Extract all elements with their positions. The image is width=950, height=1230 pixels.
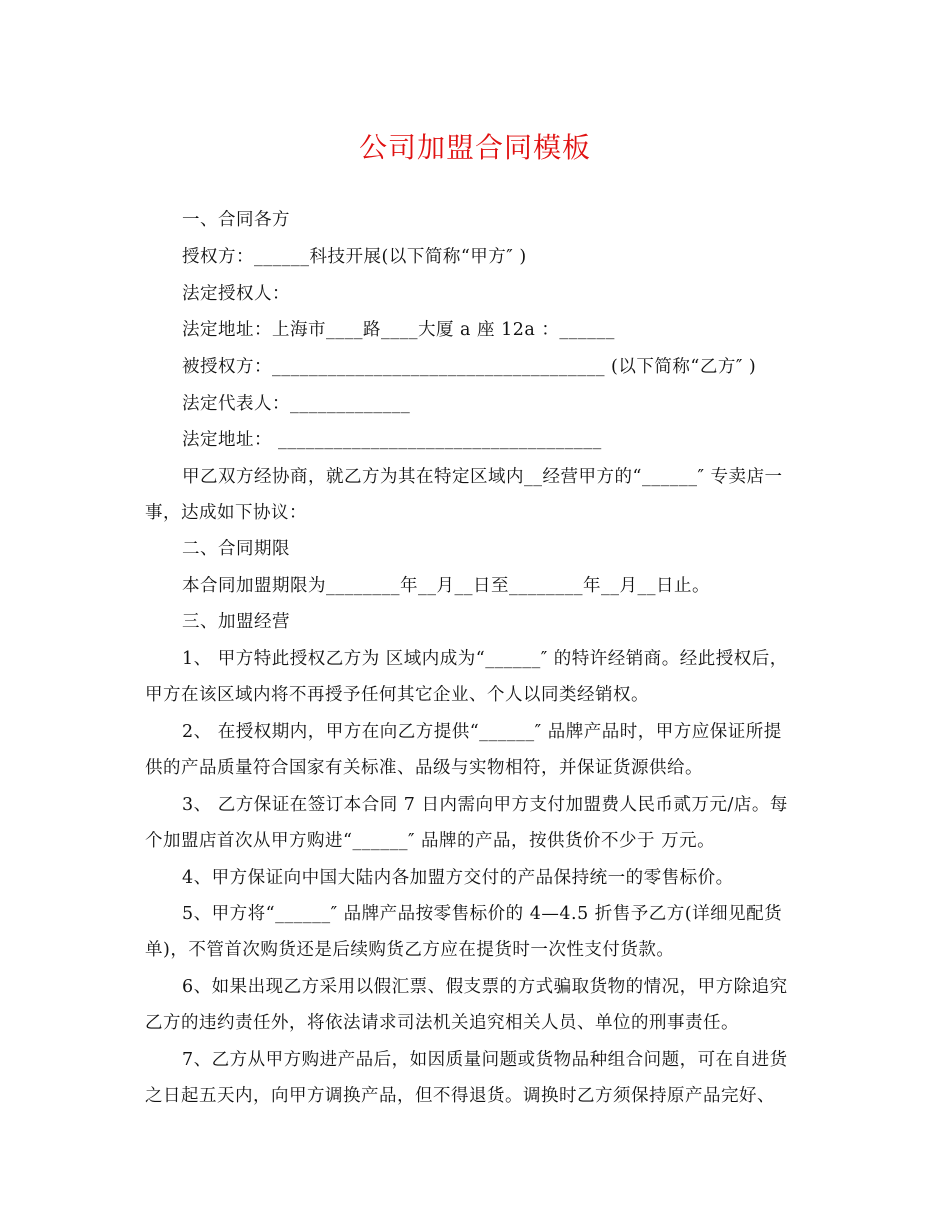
section-heading-operation: 三、加盟经营 [182,612,290,632]
clause-2-line-1: 2、 在授权期内，甲方在向乙方提供“______″ 品牌产品时，甲方应保证所提 [182,722,782,742]
agreement-intro-line-2: 事，达成如下协议： [145,503,307,523]
clause-4-line-1: 4、甲方保证向中国大陆内各加盟方交付的产品保持统一的零售标价。 [182,868,734,888]
licensee-address-line: 法定地址： ___________________________________ [182,430,602,450]
clause-5-line-1: 5、甲方将“______″ 品牌产品按零售标价的 4—4.5 折售予乙方(详细见配货 [182,904,783,924]
term-line: 本合同加盟期限为________年__月__日至________年__月__日止。 [182,576,710,596]
section-heading-term: 二、合同期限 [182,539,290,559]
licensor-representative-line: 法定授权人： [182,284,290,304]
clause-5-line-2: 单)，不管首次购货还是后续购货乙方应在提货时一次性支付货款。 [145,940,675,960]
licensor-line: 授权方：______科技开展(以下简称“甲方″ ) [182,247,527,267]
licensor-address-line: 法定地址：上海市____路____大厦 a 座 12a ：______ [182,320,615,340]
agreement-intro-line-1: 甲乙双方经协商，就乙方为其在特定区域内__经营甲方的“______″ 专卖店一 [182,467,783,487]
clause-3-line-1: 3、 乙方保证在签订本合同 7 日内需向甲方支付加盟费人民币贰万元/店。每 [182,795,788,815]
clause-1-line-1: 1、 甲方特此授权乙方为 区域内成为“______″ 的特许经销商。经此授权后， [182,649,788,669]
clause-1-line-2: 甲方在该区域内将不再授予任何其它企业、个人以同类经销权。 [145,685,649,705]
clause-3-line-2: 个加盟店首次从甲方购进“______″ 品牌的产品，按供货价不少于 万元。 [145,831,716,851]
clause-2-line-2: 供的产品质量符合国家有关标准、品级与实物相符，并保证货源供给。 [145,758,703,778]
document-title: 公司加盟合同模板 [358,131,591,164]
clause-7-line-2: 之日起五天内，向甲方调换产品，但不得退货。调换时乙方须保持原产品完好、 [145,1086,775,1106]
licensee-representative-line: 法定代表人：_____________ [182,394,411,414]
clause-7-line-1: 7、乙方从甲方购进产品后，如因质量问题或货物品种组合问题，可在自进货 [182,1050,788,1070]
licensee-line: 被授权方：____________________________________ (以下简称“乙方″ ) [182,357,757,377]
clause-6-line-1: 6、如果出现乙方采用以假汇票、假支票的方式骗取货物的情况，甲方除追究 [182,977,788,997]
clause-6-line-2: 乙方的违约责任外，将依法请求司法机关追究相关人员、单位的刑事责任。 [145,1013,739,1033]
section-heading-parties: 一、合同各方 [182,210,290,230]
